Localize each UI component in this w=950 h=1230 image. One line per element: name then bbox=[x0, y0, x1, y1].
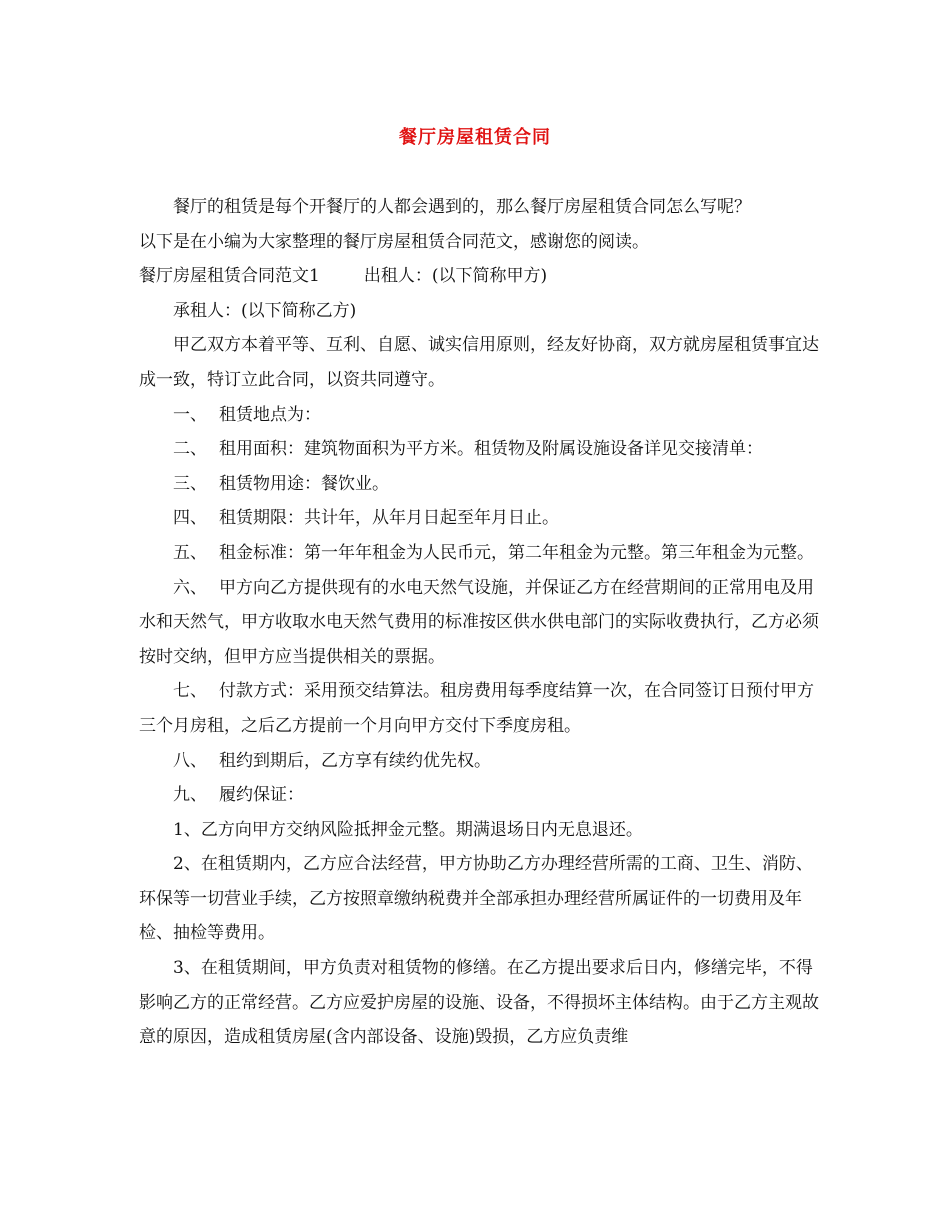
clause-item bbox=[139, 536, 819, 571]
clause-text: 租赁地点为： bbox=[219, 404, 321, 425]
clause-text: 租金标准：第一年年租金为人民币元，第二年租金为元整。第三年租金为元整。 bbox=[219, 542, 814, 563]
intro-line-2: 以下是在小编为大家整理的餐厅房屋租赁合同范文，感谢您的阅读。 bbox=[139, 231, 649, 252]
clause-item bbox=[139, 501, 819, 536]
document-body bbox=[139, 190, 819, 1055]
clause-number: 五、 bbox=[173, 542, 207, 563]
clause-number: 四、 bbox=[173, 508, 207, 529]
clause-number: 八、 bbox=[173, 750, 207, 771]
clause-item bbox=[139, 744, 819, 779]
guarantee-item: 1、乙方向甲方交纳风险抵押金元整。期满退场日内无息退还。 bbox=[173, 819, 643, 840]
clause-text: 租赁期限：共计年，从年月日起至年月日止。 bbox=[219, 508, 559, 529]
clause-item bbox=[139, 432, 819, 467]
sample-heading: 餐厅房屋租赁合同范文1 bbox=[139, 266, 320, 287]
clause-item bbox=[139, 778, 819, 813]
clause-item bbox=[139, 398, 819, 433]
clause-item bbox=[139, 467, 819, 502]
guarantee-item: 2、在租赁期内，乙方应合法经营，甲方协助乙方办理经营所需的工商、卫生、消防、环保等一切营业手续，乙方按照章缴纳税费并全部承担办理经营所属证件的一切费用及年检、抽检等费用。 bbox=[139, 854, 813, 944]
clause-text: 履约保证： bbox=[219, 785, 304, 806]
clause-number: 二、 bbox=[173, 439, 207, 460]
clause-number: 一、 bbox=[173, 404, 207, 425]
clause-text: 租赁物用途：餐饮业。 bbox=[219, 473, 389, 494]
clause-text: 租用面积：建筑物面积为平方米。租赁物及附属设施设备详见交接清单： bbox=[219, 439, 763, 460]
guarantee-item: 3、在租赁期间，甲方负责对租赁物的修缮。在乙方提出要求后日内，修缮完毕，不得影响乙方的正常经营。乙方应爱护房屋的设施、设备，不得损坏主体结构。由于乙方主观故意的原因，造成租赁房屋(含内部设备、设施)毁损，乙方应负责维 bbox=[139, 958, 819, 1048]
sample-heading-line bbox=[139, 259, 819, 294]
preamble-paragraph: 甲乙双方本着平等、互利、自愿、诚实信用原则，经友好协商，双方就房屋租赁事宜达成一致，特订立此合同，以资共同遵守。 bbox=[139, 335, 819, 390]
clause-number: 九、 bbox=[173, 785, 207, 806]
clause-number: 六、 bbox=[173, 577, 207, 598]
document-title: 餐厅房屋租赁合同 bbox=[399, 127, 551, 148]
clause-item bbox=[139, 674, 819, 743]
clause-number: 三、 bbox=[173, 473, 207, 494]
lessor-line: 出租人：(以下简称甲方) bbox=[363, 266, 548, 287]
clause-item bbox=[139, 571, 819, 675]
lessee-line: 承租人：(以下简称乙方) bbox=[173, 300, 357, 321]
clause-text: 甲方向乙方提供现有的水电天然气设施，并保证乙方在经营期间的正常用电及用水和天然气，甲方收取水电天然气费用的标准按区供水供电部门的实际收费执行，乙方必须按时交纳，但甲方应当提供相关的票据。 bbox=[139, 577, 819, 667]
clause-text: 付款方式：采用预交结算法。租房费用每季度结算一次，在合同签订日预付甲方三个月房租，之后乙方提前一个月向甲方交付下季度房租。 bbox=[139, 681, 814, 736]
clause-number: 七、 bbox=[173, 681, 207, 702]
intro-line-1: 餐厅的租赁是每个开餐厅的人都会遇到的，那么餐厅房屋租赁合同怎么写呢？ bbox=[173, 197, 751, 217]
clause-text: 租约到期后，乙方享有续约优先权。 bbox=[219, 750, 491, 771]
